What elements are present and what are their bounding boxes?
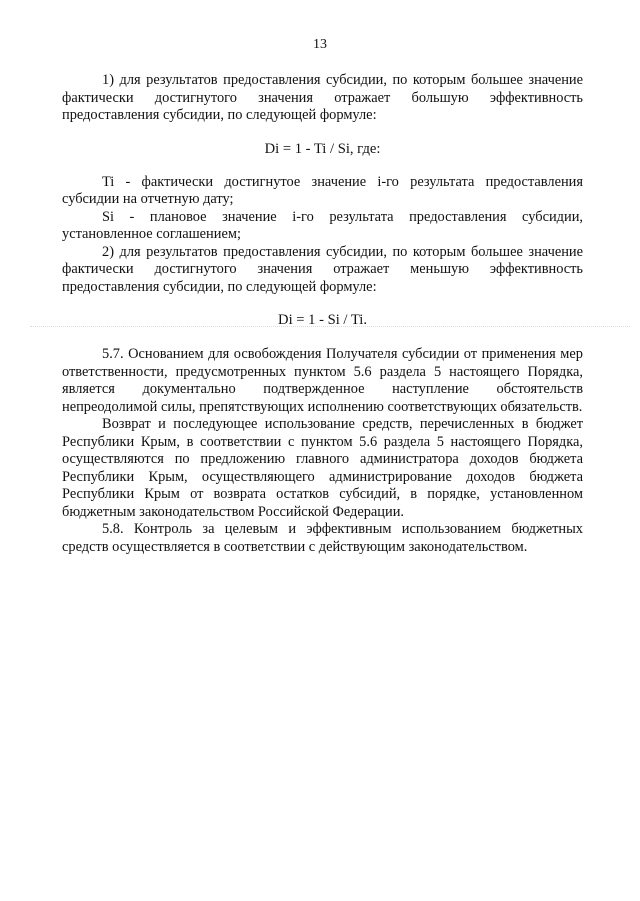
spacer [62,158,583,174]
paragraph-ti-definition: Ti - фактически достигнутое значение i-го результата предоставления субсидии на отчетную дату; [62,173,583,207]
formula-2: Di = 1 - Si / Ti. [278,312,367,328]
paragraph-formula-2-intro: 2) для результатов предоставления субсидии, по которым большее значение фактически достигнутого значения отражает меньшую эффективность предоставления субсидии, по следующей формуле: [62,243,583,295]
formula-1: Di = 1 - Ti / Si, где: [264,140,381,157]
paragraph-5-8: 5.8. Контроль за целевым и эффективным использованием бюджетных средств осуществляется в соответствии с действующим законодательством. [62,521,583,555]
paragraph-5-7: 5.7. Основанием для освобождения Получателя субсидии от применения мер ответственности, предусмотренных пунктом 5.6 раздела 5 настоящего Порядка, является документально подтвержденное наступление обстоятельств непреодолимой силы, препятствующих исполнению соответствующих обязательств. [62,346,583,415]
paragraph-si-definition: Si - плановое значение i-го результата предоставления субсидии, установленное соглашением; [62,208,583,242]
paragraph-refund: Возврат и последующее использование средств, перечисленных в бюджет Республики Крым, в соответствии с пунктом 5.6 раздела 5 настоящего Порядка, осуществляются по предложению главного администратора доходов бюджета Республики Крым, осуществляющего администрирование доходов бюджета Республики Крым от возврата остатков субсидий, в порядке, установленном бюджетным законодательством Российской Федерации. [62,416,583,520]
document-body [62,72,583,556]
spacer [62,329,583,346]
page-number: 13 [313,37,327,52]
paragraph-formula-1-intro: 1) для результатов предоставления субсидии, по которым большее значение фактически достигнутого значения отражает большую эффективность предоставления субсидии, по следующей формуле: [62,72,583,123]
spacer [62,296,583,311]
spacer [62,125,583,140]
